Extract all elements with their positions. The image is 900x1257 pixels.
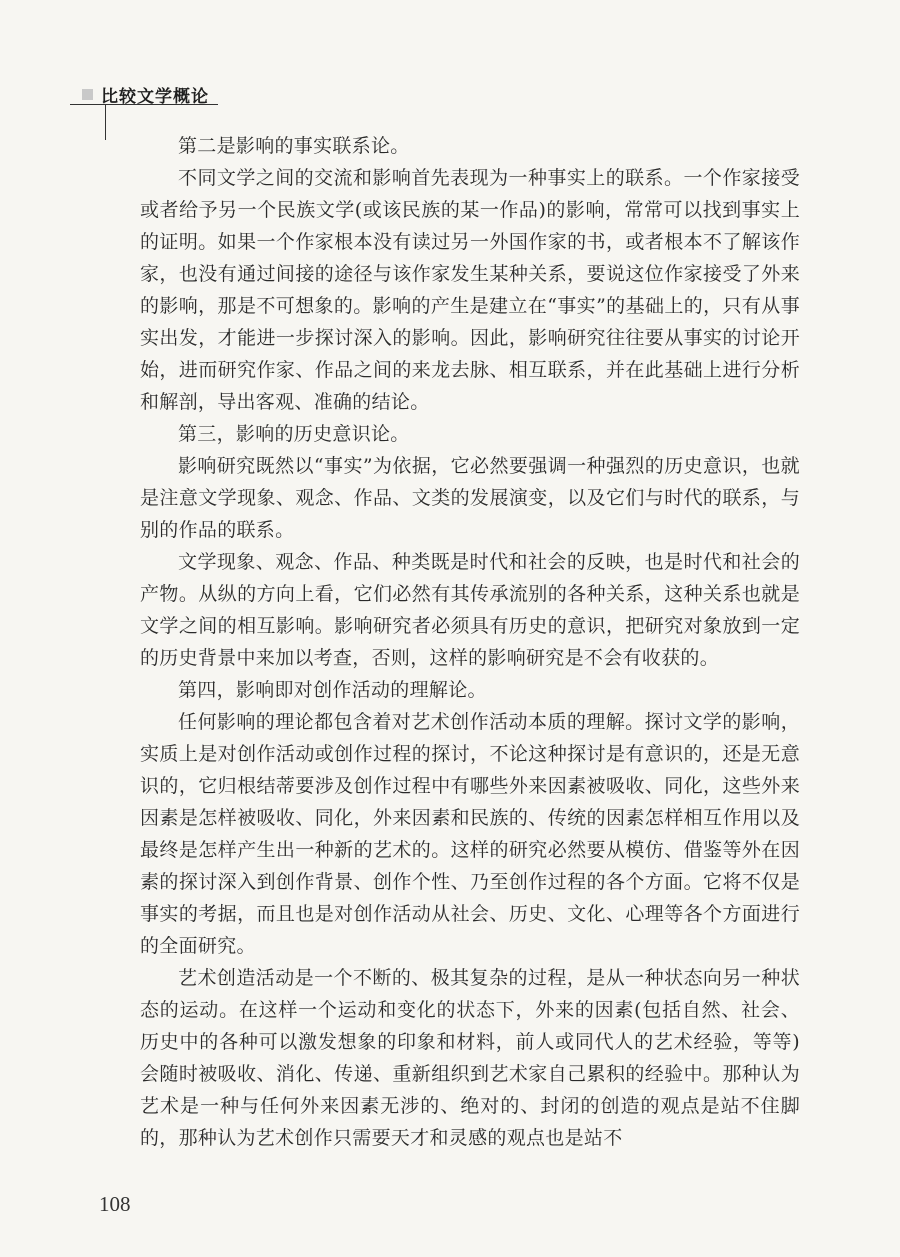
paragraph: 影响研究既然以“事实”为依据，它必然要强调一种强烈的历史意识，也就是注意文学现象、观念、作品、文类的发展演变，以及它们与时代的联系，与别的作品的联系。: [140, 455, 800, 541]
header-square-marker: [82, 89, 93, 100]
header-rule-horizontal: [70, 104, 218, 105]
paragraph: 任何影响的理论都包含着对艺术创作活动本质的理解。探讨文学的影响，实质上是对创作活动或创作过程的探讨，不论这种探讨是有意识的，还是无意识的，它归根结蒂要涉及创作过程中有哪些外来因素被吸收、同化，这些外来因素是怎样被吸收、同化，外来因素和民族的、传统的因素怎样相互作用以及最终是怎样产生出一种新的艺术的。这样的研究必然要从模仿、借鉴等外在因素的探讨深入到创作背景、创作个性、乃至创作过程的各个方面。它将不仅是事实的考据，而且也是对创作活动从社会、历史、文化、心理等各个方面进行的全面研究。: [140, 711, 800, 957]
paragraph: 艺术创造活动是一个不断的、极其复杂的过程，是从一种状态向另一种状态的运动。在这样一个运动和变化的状态下，外来的因素(包括自然、社会、历史中的各种可以激发想象的印象和材料，前人或同代人的艺术经验，等等)会随时被吸收、消化、传递、重新组织到艺术家自己累积的经验中。那种认为艺术是一种与任何外来因素无涉的、绝对的、封闭的创造的观点是站不住脚的，那种认为艺术创作只需要天才和灵感的观点也是站不: [140, 967, 800, 1149]
page-number: 108: [99, 1192, 131, 1216]
header-rule-vertical: [105, 104, 106, 140]
paragraph: 文学现象、观念、作品、种类既是时代和社会的反映，也是时代和社会的产物。从纵的方向上看，它们必然有其传承流别的各种关系，这种关系也就是文学之间的相互影响。影响研究者必须具有历史的意识，把研究对象放到一定的历史背景中来加以考查，否则，这样的影响研究是不会有收获的。: [140, 551, 800, 669]
paragraph-heading-second: 第二是影响的事实联系论。: [178, 135, 410, 157]
paragraph-heading-third: 第三，影响的历史意识论。: [178, 423, 410, 445]
body-text: [140, 130, 800, 1154]
paragraph-heading-fourth: 第四，影响即对创作活动的理解论。: [178, 679, 487, 701]
book-title: 比较文学概论: [101, 87, 209, 107]
paragraph: 不同文学之间的交流和影响首先表现为一种事实上的联系。一个作家接受或者给予另一个民族文学(或该民族的某一作品)的影响，常常可以找到事实上的证明。如果一个作家根本没有读过另一外国作家的书，或者根本不了解该作家，也没有通过间接的途径与该作家发生某种关系，要说这位作家接受了外来的影响，那是不可想象的。影响的产生是建立在“事实”的基础上的，只有从事实出发，才能进一步探讨深入的影响。因此，影响研究往往要从事实的讨论开始，进而研究作家、作品之间的来龙去脉、相互联系，并在此基础上进行分析和解剖，导出客观、准确的结论。: [140, 167, 800, 413]
